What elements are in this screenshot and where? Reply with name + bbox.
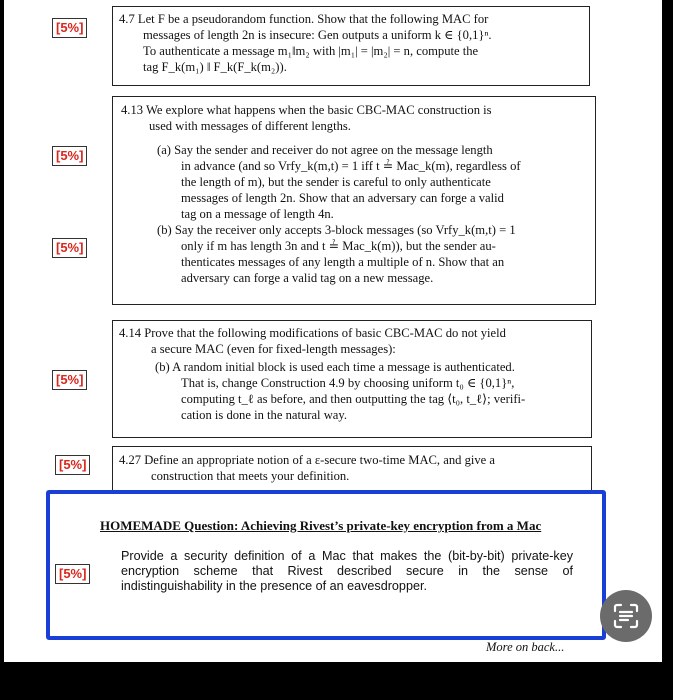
weight-badge: [5%]: [55, 564, 90, 584]
weight-badge: [5%]: [55, 455, 90, 475]
part-a-line: (a) Say the sender and receiver do not agree on the message length: [157, 143, 493, 157]
exercise-4-27: [112, 446, 592, 493]
weight-badge: [5%]: [52, 18, 87, 38]
text-scan-button[interactable]: [600, 590, 652, 642]
exercise-line: To authenticate a message m₁‖m₂ with |m₁| = |m₂| = n, compute the: [143, 44, 479, 58]
part-b-line: (b) A random initial block is used each time a message is authenticated.: [155, 360, 515, 374]
part-b-line: thenticates messages of any length a multiple of n. Show that an: [181, 255, 505, 269]
exercise-line: 4.7 Let F be a pseudorandom function. Show that the following MAC for: [119, 12, 489, 26]
exercise-line: messages of length 2n is insecure: Gen outputs a uniform k ∈ {0,1}ⁿ.: [143, 28, 492, 42]
exercise-line: 4.14 Prove that the following modifications of basic CBC-MAC do not yield: [119, 326, 506, 340]
exercise-4-14: [112, 320, 592, 438]
more-on-back: More on back...: [486, 640, 565, 654]
homemade-title: HOMEMADE Question: Achieving Rivest’s private-key encryption from a Mac: [100, 518, 542, 533]
text-scan-icon: [612, 602, 640, 630]
part-a-line: messages of length 2n. Show that an adversary can forge a valid: [181, 191, 504, 205]
part-a-line: in advance (and so Vrfy_k(m,t) = 1 iff t ≟ Mac_k(m), regardless of: [181, 159, 521, 173]
exercise-line: used with messages of different lengths.: [149, 119, 351, 133]
part-b-line: (b) Say the receiver only accepts 3-block messages (so Vrfy_k(m,t) = 1: [157, 223, 516, 237]
weight-badge: [5%]: [52, 370, 87, 390]
exercise-line: construction that meets your definition.: [151, 469, 350, 483]
exercise-line: 4.13 We explore what happens when the basic CBC-MAC construction is: [121, 103, 492, 117]
weight-badge: [5%]: [52, 238, 87, 258]
exercise-line: a secure MAC (even for fixed-length messages):: [151, 342, 396, 356]
part-b-line: computing t_ℓ as before, and then outputting the tag ⟨t₀, t_ℓ⟩; verifi-: [181, 392, 526, 406]
exercise-4-7: [112, 6, 590, 86]
black-bottom-bar: [0, 662, 673, 700]
part-a-line: the length of m), but the sender is careful to only authenticate: [181, 175, 491, 189]
exercise-line: 4.27 Define an appropriate notion of a ε-secure two-time MAC, and give a: [119, 453, 495, 467]
exercise-4-13: [112, 96, 596, 305]
part-b-line: cation is done in the natural way.: [181, 408, 347, 422]
part-b-line: That is, change Construction 4.9 by choosing uniform t₀ ∈ {0,1}ⁿ,: [181, 376, 515, 390]
exercise-line: tag F_k(m₁) ‖ F_k(F_k(m₂)).: [143, 60, 287, 74]
weight-badge: [5%]: [52, 146, 87, 166]
homemade-text: Provide a security definition of a Mac that makes the (bit-by-bit) private-key encryption scheme that Rivest described secure in the sense of indistinguishability in the presence of an eavesdropper.: [121, 549, 573, 593]
part-b-line: adversary can forge a valid tag on a new message.: [181, 271, 434, 285]
part-a-line: tag on a message of length 4n.: [181, 207, 334, 221]
part-b-line: only if m has length 3n and t ≟ Mac_k(m)), but the sender au-: [181, 239, 496, 253]
